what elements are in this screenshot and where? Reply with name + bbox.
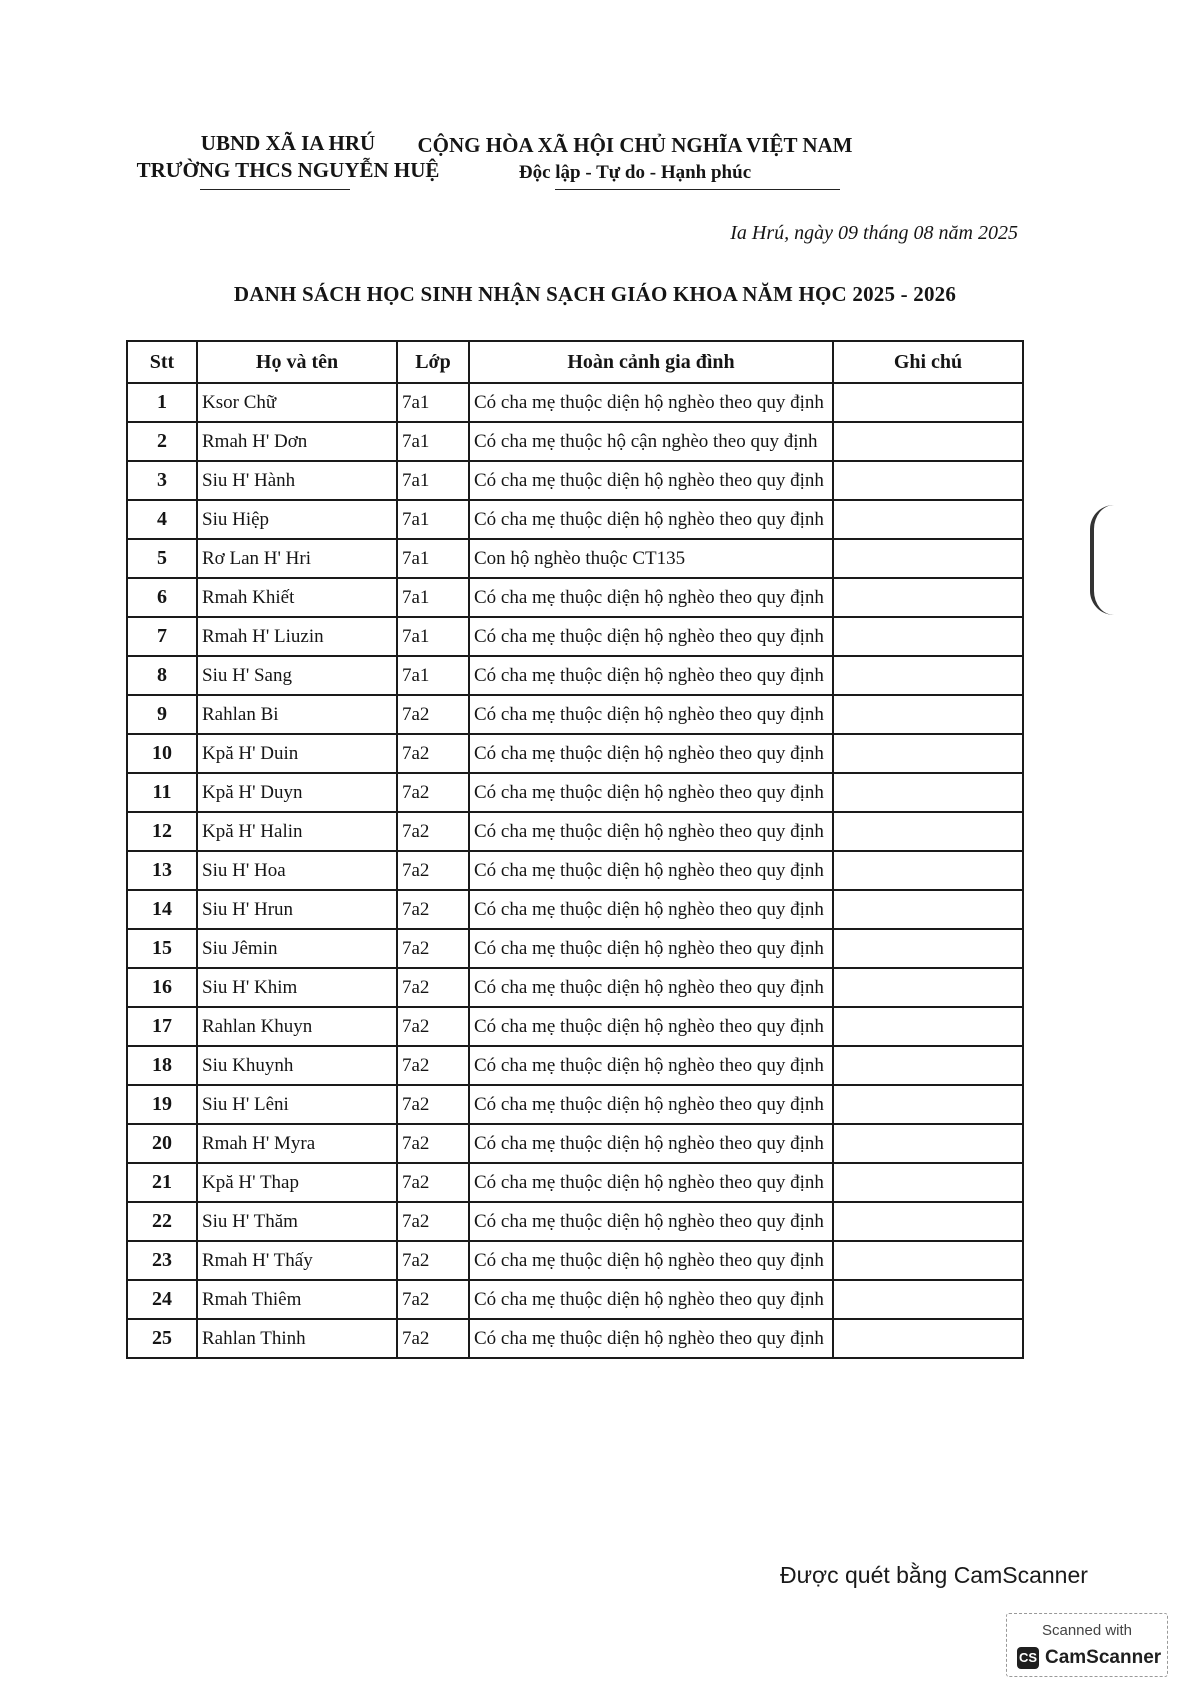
authority-name: UBND XÃ IA HRÚ xyxy=(200,131,376,155)
row-stt: 5 xyxy=(127,539,197,578)
row-note xyxy=(833,1007,1023,1046)
row-note xyxy=(833,422,1023,461)
row-note xyxy=(833,734,1023,773)
table-row xyxy=(127,500,1023,539)
column-header-note: Ghi chú xyxy=(833,341,1023,383)
row-stt: 17 xyxy=(127,1007,197,1046)
table-row xyxy=(127,851,1023,890)
motto-underline xyxy=(555,189,840,190)
row-situation: Có cha mẹ thuộc diện hộ nghèo theo quy định xyxy=(469,656,833,695)
row-situation: Có cha mẹ thuộc diện hộ nghèo theo quy định xyxy=(469,929,833,968)
row-name: Rmah H' Dơn xyxy=(197,422,397,461)
row-class: 7a2 xyxy=(397,1280,469,1319)
column-header-situation: Hoàn cảnh gia đình xyxy=(469,341,833,383)
table-row xyxy=(127,1319,1023,1358)
camscanner-logo-icon: CS xyxy=(1017,1647,1039,1669)
row-stt: 9 xyxy=(127,695,197,734)
row-stt: 1 xyxy=(127,383,197,422)
row-name: Rahlan Khuyn xyxy=(197,1007,397,1046)
table-row xyxy=(127,695,1023,734)
row-class: 7a2 xyxy=(397,1163,469,1202)
row-note xyxy=(833,1163,1023,1202)
row-class: 7a2 xyxy=(397,1007,469,1046)
national-motto-block xyxy=(400,132,870,186)
row-stt: 2 xyxy=(127,422,197,461)
row-class: 7a2 xyxy=(397,890,469,929)
row-situation: Có cha mẹ thuộc diện hộ nghèo theo quy định xyxy=(469,851,833,890)
row-name: Siu Jêmin xyxy=(197,929,397,968)
row-stt: 13 xyxy=(127,851,197,890)
row-note xyxy=(833,1280,1023,1319)
document-title: DANH SÁCH HỌC SINH NHẬN SẠCH GIÁO KHOA NĂM HỌC 2025 - 2026 xyxy=(233,282,957,306)
row-class: 7a1 xyxy=(397,422,469,461)
row-note xyxy=(833,1124,1023,1163)
table-row xyxy=(127,1085,1023,1124)
row-stt: 7 xyxy=(127,617,197,656)
row-class: 7a2 xyxy=(397,812,469,851)
row-stt: 23 xyxy=(127,1241,197,1280)
row-situation: Có cha mẹ thuộc diện hộ nghèo theo quy định xyxy=(469,1202,833,1241)
row-name: Rmah Thiêm xyxy=(197,1280,397,1319)
row-stt: 10 xyxy=(127,734,197,773)
row-stt: 15 xyxy=(127,929,197,968)
row-name: Siu H' Hoa xyxy=(197,851,397,890)
row-name: Siu Khuynh xyxy=(197,1046,397,1085)
row-stt: 6 xyxy=(127,578,197,617)
row-situation: Có cha mẹ thuộc diện hộ nghèo theo quy định xyxy=(469,1046,833,1085)
row-note xyxy=(833,1202,1023,1241)
table-row xyxy=(127,812,1023,851)
row-name: Siu H' Sang xyxy=(197,656,397,695)
column-header-class: Lớp xyxy=(397,341,469,383)
row-situation: Có cha mẹ thuộc diện hộ nghèo theo quy định xyxy=(469,812,833,851)
table-row xyxy=(127,1046,1023,1085)
row-stt: 24 xyxy=(127,1280,197,1319)
row-stt: 11 xyxy=(127,773,197,812)
row-situation: Có cha mẹ thuộc diện hộ nghèo theo quy định xyxy=(469,617,833,656)
row-class: 7a1 xyxy=(397,500,469,539)
badge-caption: Scanned with xyxy=(1041,1622,1133,1639)
row-class: 7a2 xyxy=(397,773,469,812)
row-name: Rmah Khiết xyxy=(197,578,397,617)
row-name: Siu H' Hrun xyxy=(197,890,397,929)
row-situation: Có cha mẹ thuộc diện hộ nghèo theo quy định xyxy=(469,1241,833,1280)
row-situation: Con hộ nghèo thuộc CT135 xyxy=(469,539,833,578)
row-note xyxy=(833,851,1023,890)
row-name: Siu Hiệp xyxy=(197,500,397,539)
row-name: Kpă H' Halin xyxy=(197,812,397,851)
row-name: Kpă H' Duyn xyxy=(197,773,397,812)
row-note xyxy=(833,578,1023,617)
row-class: 7a2 xyxy=(397,851,469,890)
table-row xyxy=(127,1202,1023,1241)
school-name-underline xyxy=(200,189,350,190)
row-situation: Có cha mẹ thuộc diện hộ nghèo theo quy định xyxy=(469,968,833,1007)
row-note xyxy=(833,695,1023,734)
row-name: Rmah H' Liuzin xyxy=(197,617,397,656)
table-header-row xyxy=(127,341,1023,383)
row-name: Rmah H' Thấy xyxy=(197,1241,397,1280)
row-class: 7a2 xyxy=(397,1241,469,1280)
row-stt: 20 xyxy=(127,1124,197,1163)
row-class: 7a2 xyxy=(397,1124,469,1163)
row-name: Ksor Chữ xyxy=(197,383,397,422)
camscanner-badge xyxy=(1006,1613,1168,1677)
row-class: 7a2 xyxy=(397,929,469,968)
row-stt: 16 xyxy=(127,968,197,1007)
badge-brand: CamScanner xyxy=(1045,1647,1162,1668)
row-situation: Có cha mẹ thuộc diện hộ nghèo theo quy định xyxy=(469,1124,833,1163)
row-note xyxy=(833,929,1023,968)
table-row xyxy=(127,461,1023,500)
row-stt: 12 xyxy=(127,812,197,851)
row-situation: Có cha mẹ thuộc diện hộ nghèo theo quy định xyxy=(469,890,833,929)
row-name: Kpă H' Thap xyxy=(197,1163,397,1202)
table-row xyxy=(127,890,1023,929)
row-note xyxy=(833,656,1023,695)
column-header-stt: Stt xyxy=(127,341,197,383)
table-row xyxy=(127,1163,1023,1202)
school-name: TRƯỜNG THCS NGUYỄN HUỆ xyxy=(136,158,440,182)
row-situation: Có cha mẹ thuộc diện hộ nghèo theo quy định xyxy=(469,1007,833,1046)
table-row xyxy=(127,929,1023,968)
row-class: 7a2 xyxy=(397,1319,469,1358)
row-situation: Có cha mẹ thuộc diện hộ nghèo theo quy định xyxy=(469,461,833,500)
row-stt: 19 xyxy=(127,1085,197,1124)
scanned-by-caption: Được quét bằng CamScanner xyxy=(780,1562,1088,1588)
row-name: Siu H' Hành xyxy=(197,461,397,500)
table-row xyxy=(127,734,1023,773)
row-situation: Có cha mẹ thuộc hộ cận nghèo theo quy định xyxy=(469,422,833,461)
row-stt: 4 xyxy=(127,500,197,539)
row-situation: Có cha mẹ thuộc diện hộ nghèo theo quy định xyxy=(469,734,833,773)
table-row xyxy=(127,1124,1023,1163)
table-row xyxy=(127,539,1023,578)
row-stt: 25 xyxy=(127,1319,197,1358)
row-note xyxy=(833,890,1023,929)
row-class: 7a1 xyxy=(397,578,469,617)
table-row xyxy=(127,1007,1023,1046)
row-situation: Có cha mẹ thuộc diện hộ nghèo theo quy định xyxy=(469,773,833,812)
row-class: 7a1 xyxy=(397,617,469,656)
table-row xyxy=(127,968,1023,1007)
row-name: Rơ Lan H' Hri xyxy=(197,539,397,578)
table-row xyxy=(127,1241,1023,1280)
row-stt: 3 xyxy=(127,461,197,500)
row-name: Siu H' Thăm xyxy=(197,1202,397,1241)
row-name: Siu H' Lêni xyxy=(197,1085,397,1124)
row-situation: Có cha mẹ thuộc diện hộ nghèo theo quy định xyxy=(469,1085,833,1124)
row-class: 7a1 xyxy=(397,461,469,500)
row-stt: 8 xyxy=(127,656,197,695)
row-situation: Có cha mẹ thuộc diện hộ nghèo theo quy định xyxy=(469,383,833,422)
row-stt: 22 xyxy=(127,1202,197,1241)
row-class: 7a1 xyxy=(397,383,469,422)
row-note xyxy=(833,1241,1023,1280)
row-class: 7a1 xyxy=(397,656,469,695)
row-class: 7a2 xyxy=(397,968,469,1007)
table-row xyxy=(127,773,1023,812)
table-body xyxy=(127,383,1023,1358)
row-situation: Có cha mẹ thuộc diện hộ nghèo theo quy định xyxy=(469,500,833,539)
row-note xyxy=(833,968,1023,1007)
country-name: CỘNG HÒA XÃ HỘI CHỦ NGHĨA VIỆT NAM xyxy=(417,133,853,157)
row-situation: Có cha mẹ thuộc diện hộ nghèo theo quy định xyxy=(469,695,833,734)
row-note xyxy=(833,773,1023,812)
row-class: 7a2 xyxy=(397,734,469,773)
row-class: 7a2 xyxy=(397,1202,469,1241)
national-motto: Độc lập - Tự do - Hạnh phúc xyxy=(518,162,752,183)
row-name: Kpă H' Duin xyxy=(197,734,397,773)
document-date: Ia Hrú, ngày 09 tháng 08 năm 2025 xyxy=(730,222,1018,244)
row-name: Siu H' Khim xyxy=(197,968,397,1007)
student-list-table xyxy=(126,340,1024,1359)
table-row xyxy=(127,422,1023,461)
row-stt: 18 xyxy=(127,1046,197,1085)
binding-mark xyxy=(1090,505,1114,615)
row-note xyxy=(833,539,1023,578)
row-stt: 14 xyxy=(127,890,197,929)
column-header-name: Họ và tên xyxy=(197,341,397,383)
table-row xyxy=(127,383,1023,422)
row-note xyxy=(833,383,1023,422)
row-class: 7a1 xyxy=(397,539,469,578)
row-note xyxy=(833,1085,1023,1124)
row-class: 7a2 xyxy=(397,1085,469,1124)
table-row xyxy=(127,1280,1023,1319)
row-note xyxy=(833,812,1023,851)
row-note xyxy=(833,617,1023,656)
row-note xyxy=(833,1319,1023,1358)
row-stt: 21 xyxy=(127,1163,197,1202)
row-situation: Có cha mẹ thuộc diện hộ nghèo theo quy định xyxy=(469,578,833,617)
table-row xyxy=(127,617,1023,656)
row-class: 7a2 xyxy=(397,1046,469,1085)
row-note xyxy=(833,500,1023,539)
row-situation: Có cha mẹ thuộc diện hộ nghèo theo quy định xyxy=(469,1280,833,1319)
table-row xyxy=(127,578,1023,617)
row-note xyxy=(833,461,1023,500)
row-name: Rahlan Thinh xyxy=(197,1319,397,1358)
row-name: Rahlan Bi xyxy=(197,695,397,734)
row-name: Rmah H' Myra xyxy=(197,1124,397,1163)
row-situation: Có cha mẹ thuộc diện hộ nghèo theo quy định xyxy=(469,1319,833,1358)
table-row xyxy=(127,656,1023,695)
row-class: 7a2 xyxy=(397,695,469,734)
row-note xyxy=(833,1046,1023,1085)
row-situation: Có cha mẹ thuộc diện hộ nghèo theo quy định xyxy=(469,1163,833,1202)
